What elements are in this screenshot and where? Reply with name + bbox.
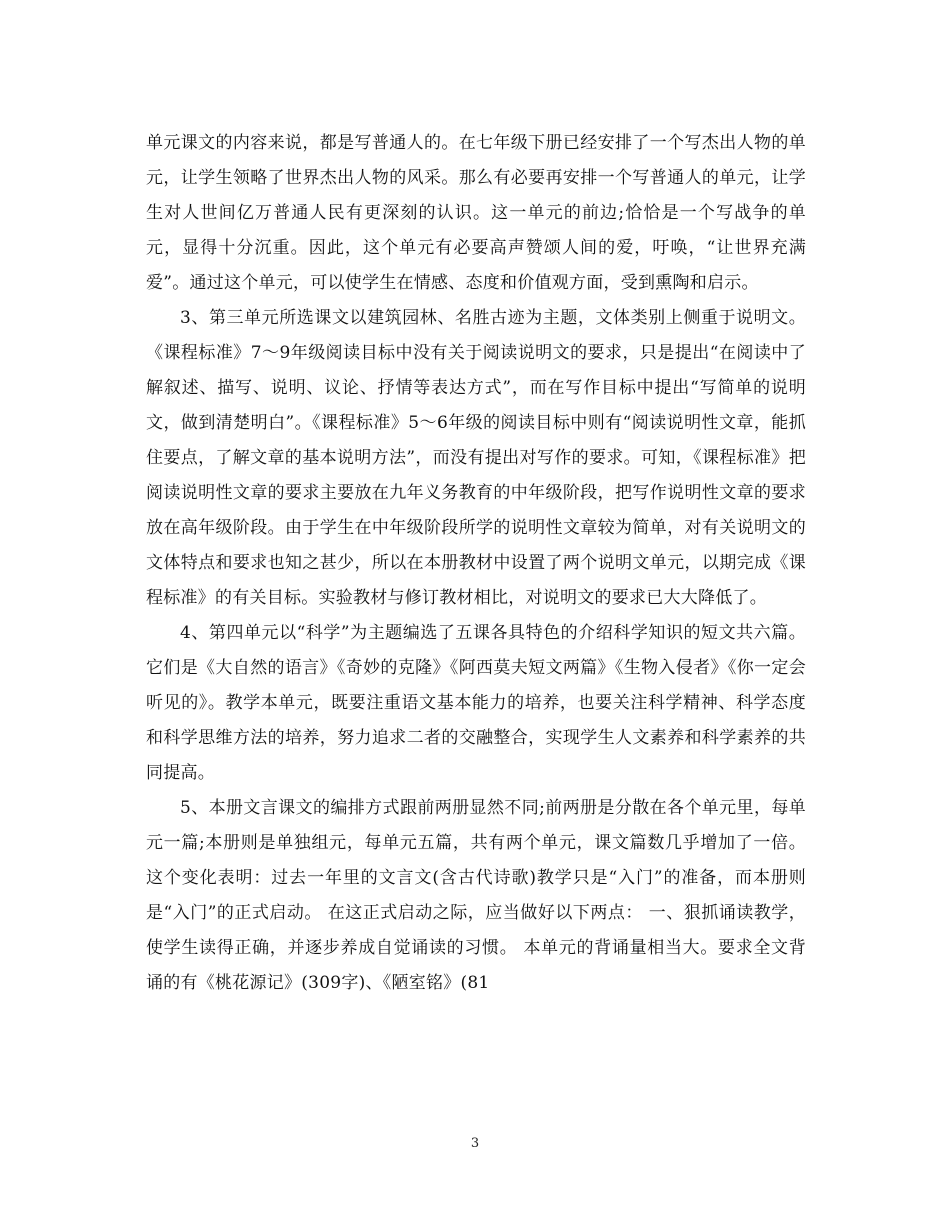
paragraph-3: 4、第四单元以“科学”为主题编选了五课各具特色的介绍科学知识的短文共六篇。它们是《大自然的语言》《奇妙的克隆》《阿西莫夫短文两篇》《生物入侵者》《你一定会听见的》。教学本单元，既要注重语文基本能力的培养，也要关注科学精神、科学态度和科学思维方法的培养，努力追求二者的交融整合，实现学生人文素养和科学素养的共同提高。 xyxy=(146,623,806,783)
paragraph-2: 3、第三单元所选课文以建筑园林、名胜古迹为主题，文体类别上侧重于说明文。《课程标准》7～9年级阅读目标中没有关于阅读说明文的要求，只是提出“在阅读中了解叙述、描写、说明、议论、抒情等表达方式”，而在写作目标中提出“写简单的说明文，做到清楚明白”。《课程标准》5～6年级的阅读目标中则有“阅读说明性文章，能抓住要点，了解文章的基本说明方法”，而没有提出对写作的要求。可知，《课程标准》把阅读说明性文章的要求主要放在九年义务教育的中年级阶段，把写作说明性文章的要求放在高年级阶段。由于学生在中年级阶段所学的说明性文章较为简单，对有关说明文的文体特点和要求也知之甚少，所以在本册教材中设置了两个说明文单元，以期完成《课程标准》的有关目标。实验教材与修订教材相比，对说明文的要求已大大降低了。 xyxy=(146,308,806,608)
paragraph-4: 5、本册文言课文的编排方式跟前两册显然不同;前两册是分散在各个单元里，每单元一篇;本册则是单独组元，每单元五篇，共有两个单元，课文篇数几乎增加了一倍。这个变化表明：过去一年里的文言文(含古代诗歌)教学只是“入门”的准备，而本册则是“入门”的正式启动。 在这正式启动之际，应当做好以下两点： 一、狠抓诵读教学，使学生读得正确，并逐步养成自觉诵读的习惯。 本单元的背诵量相当大。要求全文背诵的有《桃花源记》(309字)、《陋室铭》(81 xyxy=(146,798,806,993)
document-body xyxy=(146,126,806,1001)
page-number: 3 xyxy=(470,1136,480,1151)
paragraph-1: 单元课文的内容来说，都是写普通人的。在七年级下册已经安排了一个写杰出人物的单元，让学生领略了世界杰出人物的风采。那么有必要再安排一个写普通人的单元，让学生对人世间亿万普通人民有更深刻的认识。这一单元的前边;恰恰是一个写战争的单元，显得十分沉重。因此，这个单元有必要高声赞颂人间的爱，吁唤，“让世界充满爱”。通过这个单元，可以使学生在情感、态度和价值观方面，受到熏陶和启示。 xyxy=(146,133,806,293)
